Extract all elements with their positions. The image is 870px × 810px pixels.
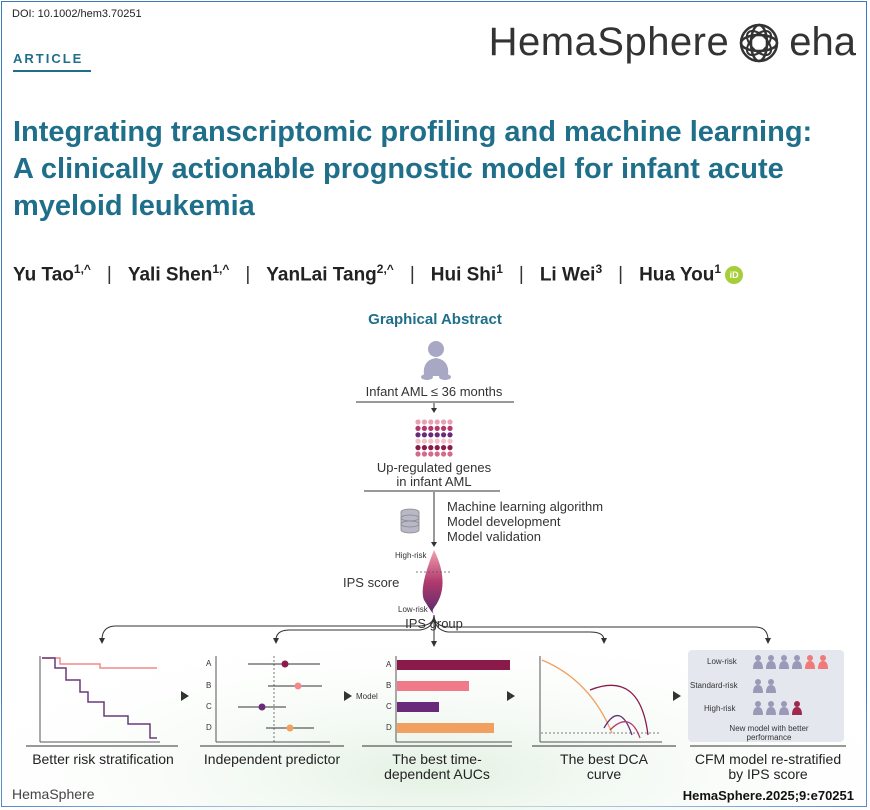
infant-aml-label: Infant AML ≤ 36 months [365, 384, 503, 399]
person-icon [807, 655, 813, 661]
author-name[interactable]: Hui Shi [430, 264, 497, 286]
heatmap-cell [422, 419, 427, 424]
heatmap-cell [435, 432, 440, 437]
upregulated-line2: in infant AML [396, 474, 472, 489]
forest-label: C [206, 702, 212, 711]
author-affiliation: 1,^ [212, 262, 230, 276]
author-name[interactable]: Yali Shen [127, 264, 213, 286]
heatmap-cell [415, 432, 420, 437]
heatmap-cell [441, 426, 446, 431]
heatmap-cell [415, 451, 420, 456]
heatmap-cell [415, 419, 420, 424]
person-icon [755, 655, 761, 661]
heatmap-cell [428, 432, 433, 437]
high-risk-label: High-risk [395, 551, 427, 560]
forest-label: B [206, 681, 212, 690]
person-icon [781, 655, 787, 661]
author-name[interactable]: YanLai Tang [266, 264, 377, 286]
person-icon [794, 701, 800, 707]
author-name[interactable]: Hua You [639, 264, 715, 286]
panel-caption: The best time-dependent AUCs [384, 751, 490, 782]
section-underline [13, 70, 91, 72]
ml-steps-label [447, 499, 603, 544]
heatmap-cell [428, 439, 433, 444]
heatmap-cell [428, 451, 433, 456]
heatmap-cell [435, 451, 440, 456]
graphical-abstract-heading: Graphical Abstract [368, 311, 502, 328]
person-icon [768, 701, 774, 707]
section-label: ARTICLE [13, 51, 84, 66]
panel-caption: CFM model re-stratified by IPS score [694, 751, 842, 782]
author-affiliation: 2,^ [376, 262, 394, 276]
heatmap-cell [447, 439, 452, 444]
heatmap-cell [422, 439, 427, 444]
author-name[interactable]: Yu Tao [13, 264, 74, 286]
person-icon [768, 679, 774, 685]
author-affiliation: 1 [714, 262, 722, 276]
journal-name: HemaSphere [488, 20, 730, 64]
heatmap-cell [428, 419, 433, 424]
heatmap-cell [441, 432, 446, 437]
person-icon [755, 701, 761, 707]
auc-label: A [386, 660, 392, 669]
heatmap-cell [447, 445, 452, 450]
author-affiliation: 3 [595, 262, 603, 276]
eha-logo-icon [737, 21, 781, 65]
infant-icon [421, 341, 451, 380]
author-separator: | [618, 264, 624, 286]
cfm-row-label: High-risk [704, 704, 736, 713]
author-name[interactable]: Li Wei [539, 264, 596, 286]
panel-caption: Better risk stratification [32, 751, 174, 767]
person-icon [755, 679, 761, 685]
forest-label: D [206, 723, 212, 732]
upregulated-line1: Up-regulated genes [376, 460, 492, 475]
auc-label: C [386, 702, 392, 711]
heatmap-cell [441, 451, 446, 456]
article-title: Integrating transcriptomic profiling and machine learning: A clinically actionable prognostic model for infant acute myeloid leukemia [13, 116, 813, 222]
ips-group-label: IPS group [405, 616, 463, 631]
auc-label: D [386, 723, 392, 732]
heatmap-cell [435, 426, 440, 431]
footer-citation: HemaSphere.2025;9:e70251 [682, 788, 854, 803]
low-risk-label: Low-risk [398, 605, 428, 614]
cfm-row-label: Low-risk [707, 657, 737, 666]
heatmap-cell [415, 439, 420, 444]
heatmap-cell [422, 445, 427, 450]
cfm-row-label: Standard-risk [690, 681, 738, 690]
person-icon [781, 701, 787, 707]
heatmap-cell [435, 439, 440, 444]
person-icon [768, 655, 774, 661]
heatmap-cell [447, 419, 452, 424]
footer-journal-name: HemaSphere [12, 786, 95, 802]
ml-line2: Model development [447, 514, 561, 529]
journal-brand [489, 20, 856, 65]
heatmap-cell [428, 445, 433, 450]
author-list [13, 262, 743, 286]
person-icon [820, 655, 826, 661]
author-affiliation: 1,^ [73, 262, 91, 276]
heatmap-cell [441, 419, 446, 424]
author-separator: | [106, 264, 112, 286]
auc-label: B [386, 681, 392, 690]
author-separator: | [409, 264, 415, 286]
heatmap-cell [422, 451, 427, 456]
heatmap-cell [441, 445, 446, 450]
ips-score-label: IPS score [343, 575, 400, 590]
heatmap-cell [422, 432, 427, 437]
heatmap-cell [447, 432, 452, 437]
cfm-caption: New model with better performance [729, 724, 809, 742]
heatmap-cell [441, 439, 446, 444]
author-affiliation: 1 [496, 262, 503, 276]
heatmap-cell [447, 426, 452, 431]
author-separator: | [518, 264, 524, 286]
database-icon [401, 509, 419, 533]
person-icon [794, 655, 800, 661]
ml-line3: Model validation [447, 529, 541, 544]
forest-label: A [206, 659, 212, 668]
gene-heatmap-icon [415, 419, 452, 456]
heatmap-cell [415, 426, 420, 431]
doi-text: DOI: 10.1002/hem3.70251 [12, 8, 142, 20]
orcid-icon[interactable]: iD [725, 266, 743, 284]
heatmap-cell [435, 419, 440, 424]
auc-model-label: Model [356, 692, 378, 701]
society-name: eha [789, 20, 856, 64]
author-separator: | [245, 264, 251, 286]
heatmap-cell [422, 426, 427, 431]
ml-line1: Machine learning algorithm [447, 499, 604, 514]
heatmap-cell [415, 445, 420, 450]
heatmap-cell [447, 451, 452, 456]
panel-caption: Independent predictor [203, 751, 341, 767]
panel-caption: The best DCA curve [560, 751, 648, 782]
heatmap-cell [428, 426, 433, 431]
upregulated-genes-label [334, 461, 534, 489]
heatmap-cell [435, 445, 440, 450]
